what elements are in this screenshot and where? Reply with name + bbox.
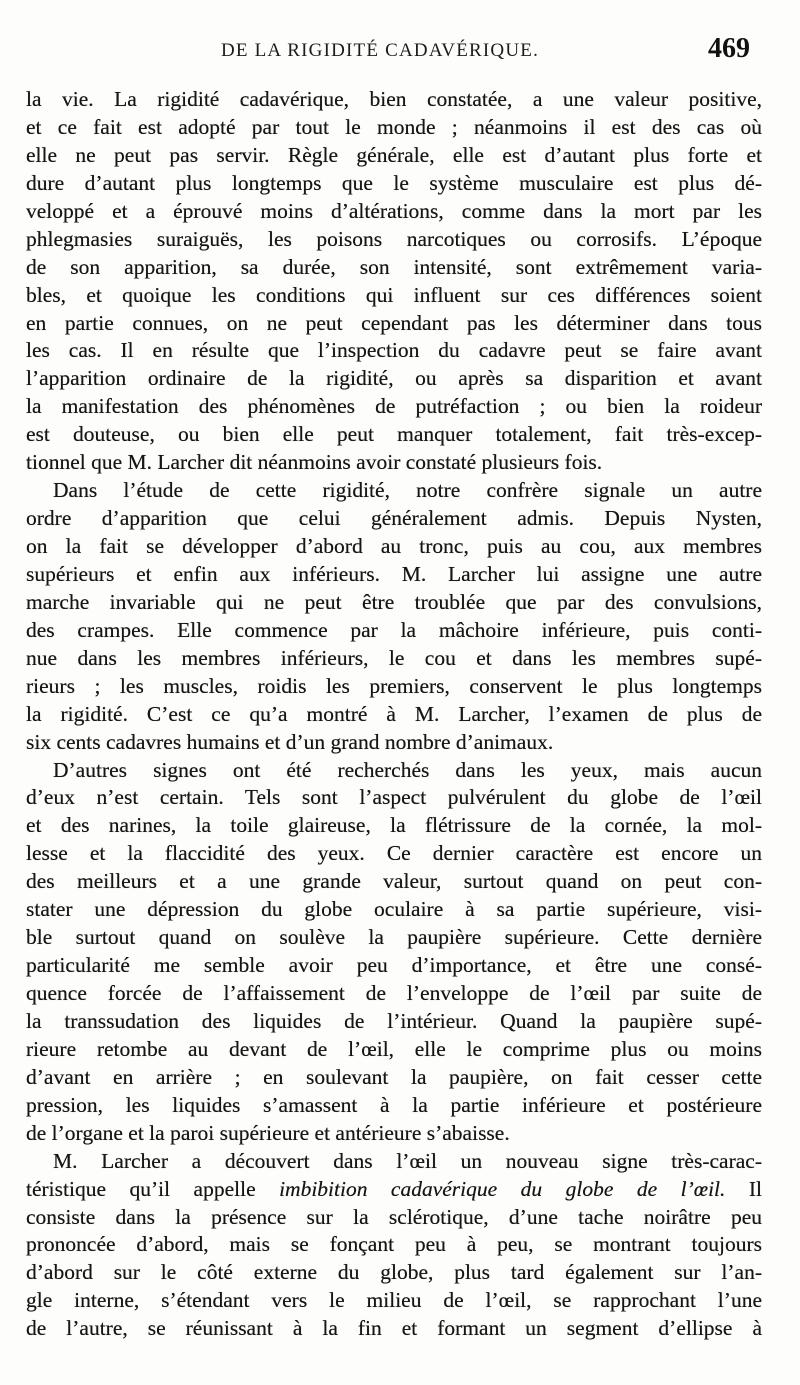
text-line: de l’organe et la paroi supérieure et antérieure s’abaisse.: [26, 1120, 510, 1145]
paragraph: [26, 477, 762, 756]
text-line: en partie connues, on ne peut cependant pas les déterminer dans tous: [26, 310, 762, 335]
text-line: gle interne, s’étendant vers le milieu de l’œil, se rapprochant l’une: [26, 1288, 762, 1313]
text-line: phlegmasies suraiguës, les poisons narcotiques ou corrosifs. L’époque: [26, 226, 762, 251]
text-line: elle ne peut pas servir. Règle générale, elle est d’autant plus forte et: [26, 142, 762, 167]
text-line: est douteuse, ou bien elle peut manquer totalement, fait très-excep-: [26, 422, 762, 447]
text-line: la vie. La rigidité cadavérique, bien constatée, a une valeur positive,: [26, 87, 762, 111]
text-line: Dans l’étude de cette rigidité, notre confrère signale un autre: [53, 478, 762, 503]
text-line: de son apparition, sa durée, son intensité, sont extrêmement varia-: [26, 254, 762, 279]
text-line: dure d’autant plus longtemps que le système musculaire est plus dé-: [26, 170, 762, 195]
body-text: [26, 86, 762, 1343]
text-line: D’autres signes ont été recherchés dans les yeux, mais aucun: [53, 757, 762, 782]
text-line: rieurs ; les muscles, roidis les premiers, conservent le plus longtemps: [26, 673, 762, 698]
text-line: supérieurs et enfin aux inférieurs. M. Larcher lui assigne une autre: [26, 561, 762, 586]
text-line: et des narines, la toile glaireuse, la flétrissure de la cornée, la mol-: [26, 813, 762, 838]
text-line: lesse et la flaccidité des yeux. Ce dernier caractère est encore un: [26, 841, 762, 866]
text-line: l’apparition ordinaire de la rigidité, ou après sa disparition et avant: [26, 366, 762, 391]
text-line: d’abord sur le côté externe du globe, plus tard également sur l’an-: [26, 1260, 762, 1285]
text-line: quence forcée de l’affaissement de l’enveloppe de l’œil par suite de: [26, 981, 762, 1005]
text-line: veloppé et a éprouvé moins d’altérations, comme dans la mort par les: [26, 198, 762, 223]
text-line: consiste dans la présence sur la sclérotique, d’une tache noirâtre peu: [26, 1204, 762, 1229]
text-line: ble surtout quand on soulève la paupière supérieure. Cette dernière: [26, 925, 762, 950]
text-line: d’eux n’est certain. Tels sont l’aspect pulvérulent du globe de l’œil: [26, 785, 762, 810]
italic-term: imbibition cadavérique du globe de l’œil.: [279, 1176, 726, 1201]
text-segment: téristique qu’il appelle: [26, 1176, 280, 1201]
text-line: rieure retombe au devant de l’œil, elle le comprime plus ou moins: [26, 1036, 762, 1061]
paragraph: [26, 86, 762, 477]
text-line: on la fait se développer d’abord au tronc, puis au cou, aux membres: [26, 534, 762, 558]
text-line: prononcée d’abord, mais se fonçant peu à peu, se montrant toujours: [26, 1232, 762, 1257]
text-line: bles, et quoique les conditions qui influent sur ces différences soient: [26, 282, 762, 307]
text-line: et ce fait est adopté par tout le monde ; néanmoins il est des cas où: [26, 114, 762, 139]
text-line: particularité me semble avoir peu d’importance, et être une consé-: [26, 953, 762, 978]
text-line: les cas. Il en résulte que l’inspection du cadavre peut se faire avant: [26, 338, 762, 363]
text-line: six cents cadavres humains et d’un grand nombre d’animaux.: [26, 729, 554, 754]
text-line: pression, les liquides s’amassent à la partie inférieure et postérieure: [26, 1092, 762, 1117]
text-line: d’avant en arrière ; en soulevant la paupière, on fait cesser cette: [26, 1064, 762, 1089]
text-line: des meilleurs et a une grande valeur, surtout quand on peut con-: [26, 869, 762, 894]
text-segment: Il: [725, 1176, 762, 1201]
text-line: M. Larcher a découvert dans l’œil un nouveau signe très-carac-: [53, 1148, 762, 1173]
text-line: marche invariable qui ne peut être troublée que par des convulsions,: [26, 589, 762, 614]
text-line: [26, 1176, 762, 1204]
running-title: DE LA RIGIDITÉ CADAVÉRIQUE.: [220, 40, 540, 61]
paragraph: [26, 1148, 762, 1344]
text-line: de l’autre, se réunissant à la fin et formant un segment d’ellipse à: [26, 1316, 762, 1341]
text-line: la rigidité. C’est ce qu’a montré à M. Larcher, l’examen de plus de: [26, 701, 762, 726]
text-line: la manifestation des phénomènes de putréfaction ; ou bien la roideur: [26, 394, 762, 419]
text-line: stater une dépression du globe oculaire à sa partie supérieure, visi-: [26, 897, 762, 922]
paragraph: [26, 757, 762, 1148]
text-line: ordre d’apparition que celui généralement admis. Depuis Nysten,: [26, 506, 762, 531]
text-line: des crampes. Elle commence par la mâchoire inférieure, puis conti-: [26, 617, 762, 642]
text-line: la transsudation des liquides de l’intérieur. Quand la paupière supé-: [26, 1008, 762, 1033]
text-line: nue dans les membres inférieurs, le cou et dans les membres supé-: [26, 645, 762, 670]
text-line: tionnel que M. Larcher dit néanmoins avoir constaté plusieurs fois.: [26, 450, 603, 475]
page-number: 469: [708, 33, 750, 64]
